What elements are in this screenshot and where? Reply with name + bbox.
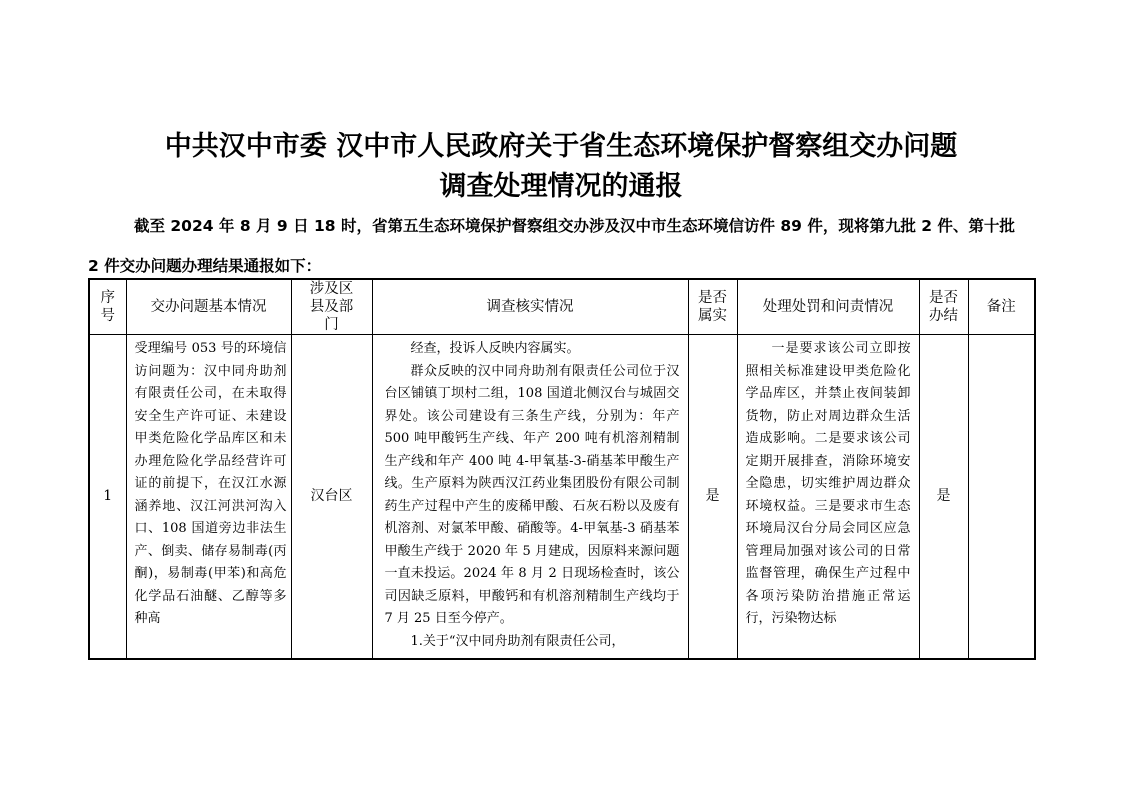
cell-remarks: [968, 335, 1035, 660]
header-closed: 是否办结: [919, 279, 968, 335]
header-investigation: 调查核实情况: [372, 279, 688, 335]
cell-district: 汉台区: [291, 335, 372, 660]
document-title-line-1: 中共汉中市委 汉中市人民政府关于省生态环境保护督察组交办问题: [164, 131, 958, 162]
cell-closed: 是: [919, 335, 968, 660]
investigation-paragraph-2: 群众反映的汉中同舟助剂有限责任公司位于汉台区铺镇丁坝村二组，108 国道北侧汉台与城固交界处。该公司建设有三条生产线，分别为：年产 500 吨甲酸钙生产线、年产 200 吨有机溶剂精制生产线和年产 400 吨 4-甲氧基-3-硝基苯甲酸生产线。生产原料为陕西汉江药业集团股份有限公司制药生产过程中产生的废稀甲酸、石灰石粉以及废有机溶剂、对氯苯甲酸、硝酸等。4-甲氧基-3 硝基苯甲酸生产线于 2020 年 5 月建成，因原料来源问题一直未投运。2024 年 8 月 2 日现场检查时，该公司因缺乏原料，甲酸钙和有机溶剂精制生产线均于 7 月 25 日至今停产。: [384, 363, 680, 626]
intro-paragraph-line-1: 截至 2024 年 8 月 9 日 18 时，省第五生态环境保护督察组交办涉及汉中市生态环境信访件 89 件，现将第九批 2 件、第十批: [134, 217, 1015, 235]
investigation-paragraph-3: 1.关于“汉中同舟助剂有限责任公司，: [410, 633, 625, 649]
header-remarks: 备注: [968, 279, 1035, 335]
cell-seq: 1: [89, 335, 126, 660]
table-row: [89, 335, 1035, 660]
cell-verified: 是: [688, 335, 737, 660]
cell-basic-info: [126, 335, 291, 660]
table-header-row: [89, 279, 1035, 335]
header-seq: 序号: [89, 279, 126, 335]
document-title-line-2: 调查处理情况的通报: [439, 171, 683, 202]
investigation-paragraph-1: 经查，投诉人反映内容属实。: [410, 341, 580, 356]
basic-info-text: 受理编号 053 号的环境信访问题为：汉中同舟助剂有限责任公司，在未取得安全生产许可证、未建设甲类危险化学品库区和未办理危险化学品经营许可证的前提下，在汉江水源涵养地、汉江河洪河沟入口、108 国道旁边非法生产、倒卖、储存易制毒(丙酮)，易制毒(甲苯)和高危化学品石油醚、乙醇等多种高: [134, 341, 287, 626]
header-basic-info: 交办问题基本情况: [126, 279, 291, 335]
handling-text: 一是要求该公司立即按照相关标准建设甲类危险化学品库区，并禁止夜间装卸货物，防止对周边群众生活造成影响。二是要求该公司定期开展排查，消除环境安全隐患，切实维护周边群众环境权益。三是要求市生态环境局汉台分局会同区应急管理局加强对该公司的日常监督管理，确保生产过程中各项污染防治措施正常运行，污染物达标: [745, 341, 911, 626]
header-verified: 是否属实: [688, 279, 737, 335]
header-handling: 处理处罚和问责情况: [737, 279, 919, 335]
cell-investigation: [372, 335, 688, 660]
intro-paragraph-line-2: 2 件交办问题办理结果通报如下：: [88, 257, 322, 275]
report-table: [88, 278, 1036, 660]
header-district: 涉及区县及部门: [291, 279, 372, 335]
cell-handling: [737, 335, 919, 660]
